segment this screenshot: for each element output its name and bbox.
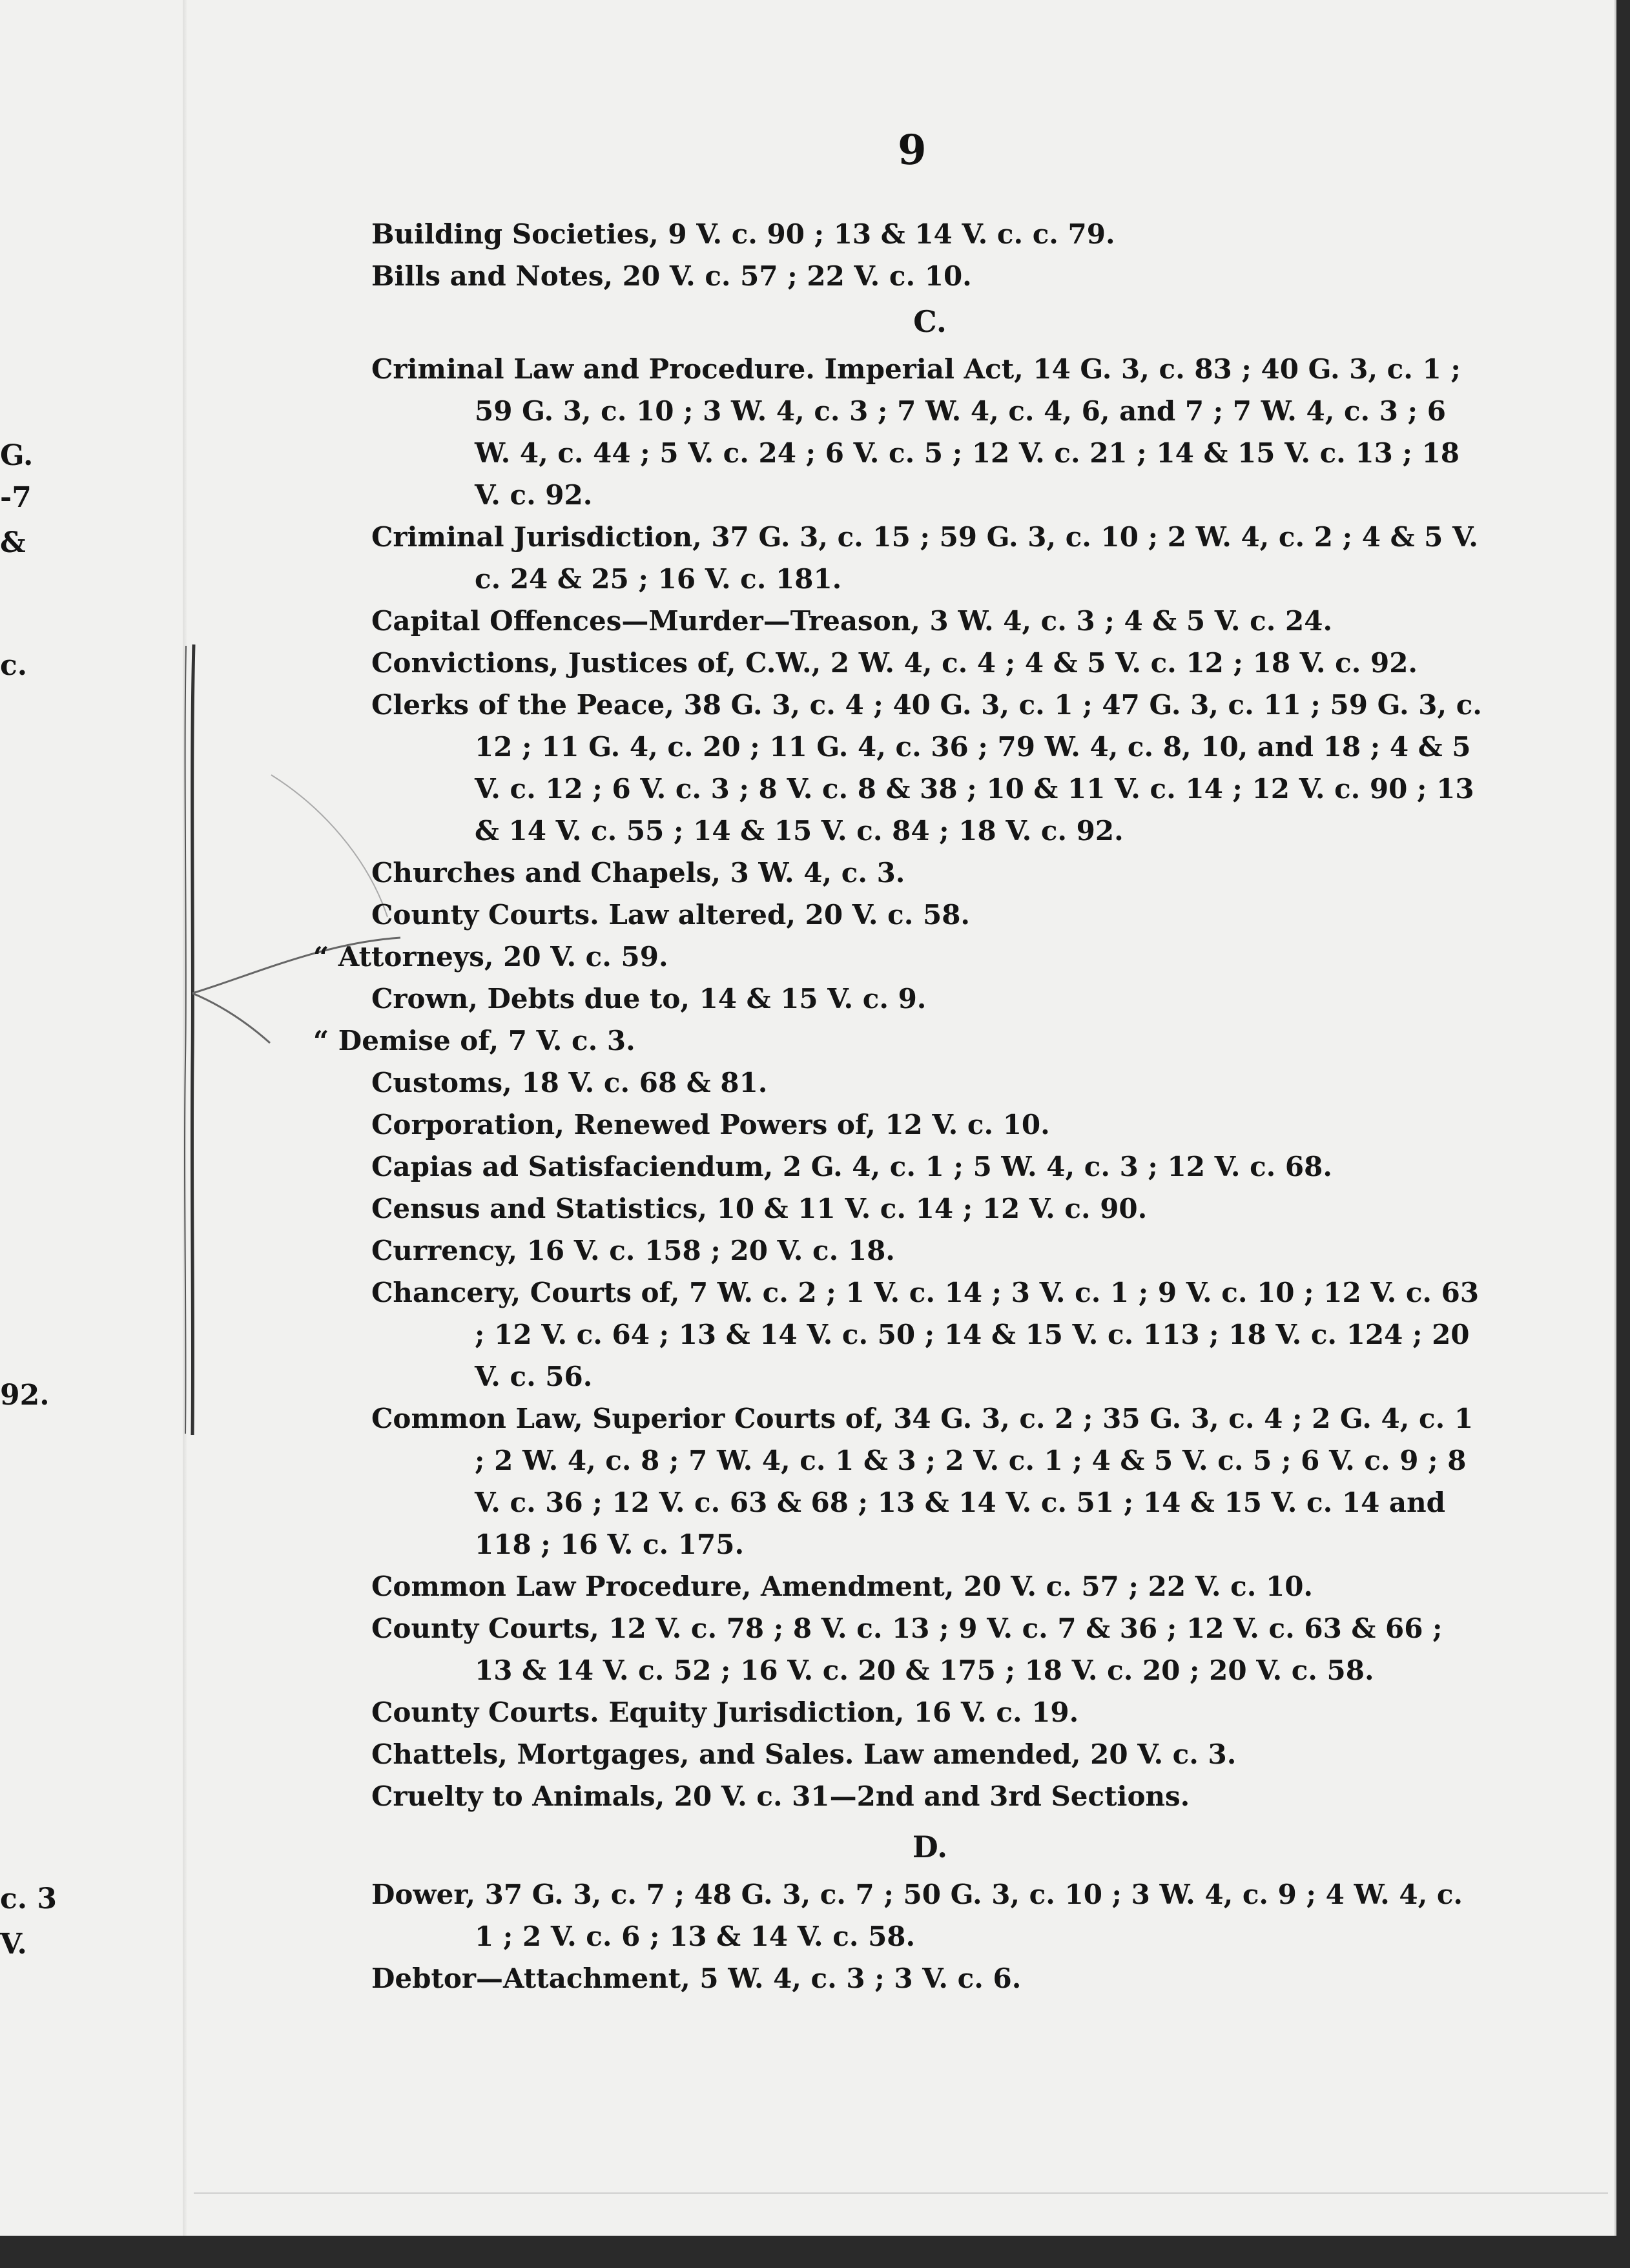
index-content <box>313 213 1489 1999</box>
index-entry: Common Law, Superior Courts of, 34 G. 3, c. 2 ; 35 G. 3, c. 4 ; 2 G. 4, c. 1 ; 2 W. 4, c. 8 ; 7 W. 4, c. 1 & 3 ; 2 V. c. 1 ; 4 & 5 V. c. 5 ; 6 V. c. 9 ; 8 V. c. 36 ; 12 V. c. 63 & 68 ; 13 & 14 V. c. 51 ; 14 & 15 V. c. 14 and 118 ; 16 V. c. 175. <box>371 1403 1474 1560</box>
index-entry: Chancery, Courts of, 7 W. c. 2 ; 1 V. c. 14 ; 3 V. c. 1 ; 9 V. c. 10 ; 12 V. c. 63 ; 12 V. c. 64 ; 13 & 14 V. c. 50 ; 14 & 15 V. c. 113 ; 18 V. c. 124 ; 20 V. c. 56. <box>371 1277 1480 1392</box>
margin-bleed-text: V. <box>0 1928 27 1961</box>
index-entry: County Courts. Law altered, 20 V. c. 58. <box>371 899 971 931</box>
index-entry: Criminal Law and Procedure. Imperial Act, 14 G. 3, c. 83 ; 40 G. 3, c. 1 ; 59 G. 3, c. 10 ; 3 W. 4, c. 3 ; 7 W. 4, c. 4, 6, and 7 ; 7 W. 4, c. 3 ; 6 W. 4, c. 44 ; 5 V. c. 24 ; 6 V. c. 5 ; 12 V. c. 21 ; 14 & 15 V. c. 13 ; 18 V. c. 92. <box>371 353 1461 511</box>
index-entry: Debtor—Attachment, 5 W. 4, c. 3 ; 3 V. c. 6. <box>371 1963 1022 1994</box>
index-section <box>371 213 1489 297</box>
index-entry: Corporation, Renewed Powers of, 12 V. c. 10. <box>371 1109 1050 1140</box>
margin-bleed-text: G. <box>0 439 34 472</box>
index-entry: Crown, Debts due to, 14 & 15 V. c. 9. <box>371 983 927 1015</box>
index-entry: Cruelty to Animals, 20 V. c. 31—2nd and 3rd Sections. <box>371 1780 1190 1812</box>
index-entry: Common Law Procedure, Amendment, 20 V. c. 57 ; 22 V. c. 10. <box>371 1571 1314 1602</box>
index-section <box>313 301 1489 1817</box>
index-entry: Bills and Notes, 20 V. c. 57 ; 22 V. c. 10. <box>371 260 972 292</box>
index-entry: Churches and Chapels, 3 W. 4, c. 3. <box>371 857 905 889</box>
section-heading: D. <box>912 1830 948 1864</box>
section-heading: C. <box>913 304 947 339</box>
index-entry: County Courts, 12 V. c. 78 ; 8 V. c. 13 ; 9 V. c. 7 & 36 ; 12 V. c. 63 & 66 ; 13 & 14 V. c. 52 ; 16 V. c. 20 & 175 ; 18 V. c. 20 ; 20 V. c. 58. <box>371 1613 1443 1686</box>
index-entry: Currency, 16 V. c. 158 ; 20 V. c. 18. <box>371 1235 895 1266</box>
page-bottom-edge <box>194 2192 1608 2213</box>
index-entry: Chattels, Mortgages, and Sales. Law amended, 20 V. c. 3. <box>371 1738 1237 1770</box>
index-entry: Customs, 18 V. c. 68 & 81. <box>371 1067 768 1098</box>
margin-bleed-text: c. 3 <box>0 1882 57 1915</box>
index-entry: Dower, 37 G. 3, c. 7 ; 48 G. 3, c. 7 ; 50 G. 3, c. 10 ; 3 W. 4, c. 9 ; 4 W. 4, c. 1 ; 2 V. c. 6 ; 13 & 14 V. c. 58. <box>371 1879 1463 1952</box>
index-entry: “ Attorneys, 20 V. c. 59. <box>313 941 668 973</box>
margin-bleed-text: 92. <box>0 1379 50 1412</box>
index-section <box>371 1826 1489 1999</box>
margin-bleed-text: & <box>0 526 26 559</box>
index-entry: Criminal Jurisdiction, 37 G. 3, c. 15 ; 59 G. 3, c. 10 ; 2 W. 4, c. 2 ; 4 & 5 V. c. 24 & 25 ; 16 V. c. 181. <box>371 521 1478 595</box>
margin-bleed-text: -7 <box>0 481 32 514</box>
margin-bleed-text: c. <box>0 649 28 682</box>
index-entry: Building Societies, 9 V. c. 90 ; 13 & 14 V. c. c. 79. <box>371 218 1115 250</box>
index-entry: Census and Statistics, 10 & 11 V. c. 14 ; 12 V. c. 90. <box>371 1193 1148 1224</box>
index-entry: County Courts. Equity Jurisdiction, 16 V. c. 19. <box>371 1696 1079 1728</box>
page-number: 9 <box>898 126 927 174</box>
index-entry: Convictions, Justices of, C.W., 2 W. 4, c. 4 ; 4 & 5 V. c. 12 ; 18 V. c. 92. <box>371 647 1418 679</box>
index-entry: Capias ad Satisfaciendum, 2 G. 4, c. 1 ; 5 W. 4, c. 3 ; 12 V. c. 68. <box>371 1151 1332 1182</box>
index-entry: “ Demise of, 7 V. c. 3. <box>313 1025 635 1057</box>
index-entry: Clerks of the Peace, 38 G. 3, c. 4 ; 40 G. 3, c. 1 ; 47 G. 3, c. 11 ; 59 G. 3, c. 12 ; 11 G. 4, c. 20 ; 11 G. 4, c. 36 ; 79 W. 4, c. 8, 10, and 18 ; 4 & 5 V. c. 12 ; 6 V. c. 3 ; 8 V. c. 8 & 38 ; 10 & 11 V. c. 14 ; 12 V. c. 90 ; 13 & 14 V. c. 55 ; 14 & 15 V. c. 84 ; 18 V. c. 92. <box>371 689 1482 847</box>
index-entry: Capital Offences—Murder—Treason, 3 W. 4, c. 3 ; 4 & 5 V. c. 24. <box>371 605 1333 637</box>
